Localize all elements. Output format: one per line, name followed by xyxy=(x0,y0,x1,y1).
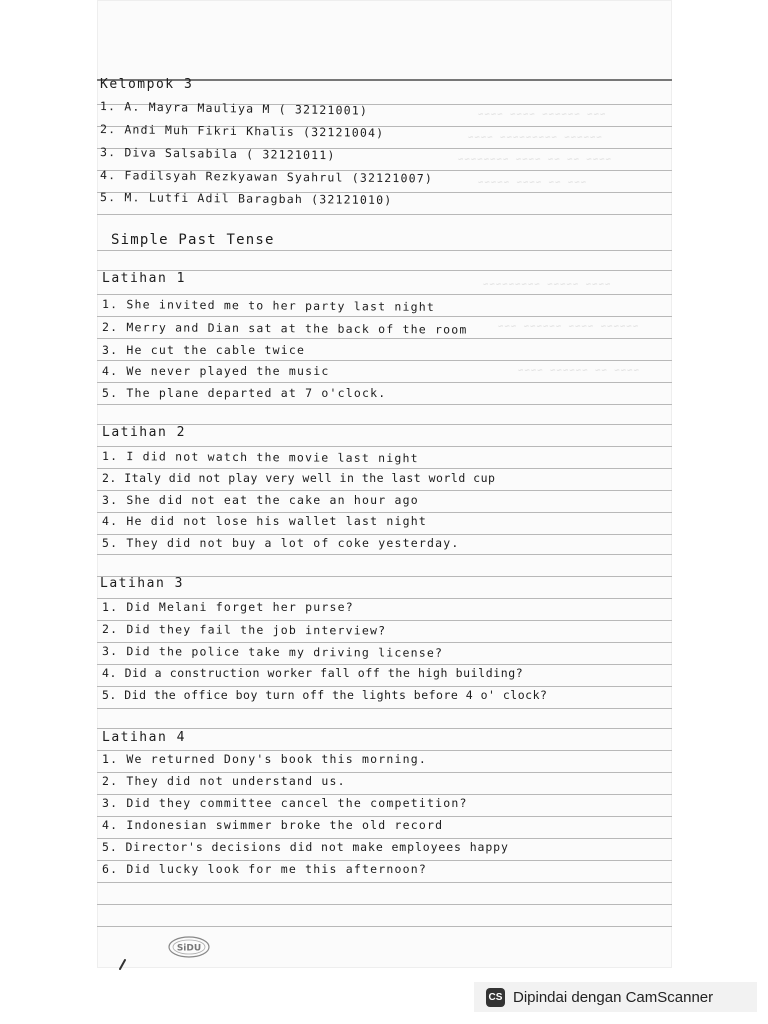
notebook-brand-stamp xyxy=(167,935,211,959)
group-title: Kelompok 3 xyxy=(100,77,194,92)
bleed-through-text: ~~~~ ~~ ~~~~~~ ~~~~ xyxy=(517,366,639,376)
exercise-line: 4. Did a construction worker fall off the high building? xyxy=(102,666,524,680)
ruled-line xyxy=(97,554,672,555)
exercise-line: 1. She invited me to her party last night xyxy=(101,297,436,314)
exercise-line: 6. Did lucky look for me this afternoon? xyxy=(102,862,427,876)
exercise-line: 2. Did they fail the job interview? xyxy=(101,622,387,638)
ruled-line xyxy=(97,926,672,927)
exercise-line: 3. She did not eat the cake an hour ago xyxy=(102,493,419,507)
pen-mark-icon xyxy=(119,958,127,970)
exercise-title: Latihan 4 xyxy=(102,730,186,745)
ruled-line xyxy=(97,294,672,295)
group-member: 4. Fadilsyah Rezkyawan Syahrul (32121007) xyxy=(99,168,434,186)
group-member: 5. M. Lutfi Adil Baragbah (32121010) xyxy=(99,190,393,208)
ruled-line xyxy=(97,708,672,709)
exercise-line: 4. Indonesian swimmer broke the old record xyxy=(102,818,444,832)
ruled-line xyxy=(97,664,672,665)
group-member: 3. Diva Salsabila ( 32121011) xyxy=(99,145,336,163)
exercise-line: 2. They did not understand us. xyxy=(102,774,346,788)
ruled-line xyxy=(97,512,672,513)
ruled-line xyxy=(97,860,672,861)
ruled-line xyxy=(97,882,672,883)
bleed-through-text: ~~~ ~~ ~~~~ ~~~~~ xyxy=(477,178,587,188)
stamp-oval-icon xyxy=(167,935,211,959)
camscanner-text: Dipindai dengan CamScanner xyxy=(513,988,714,1006)
ruled-line xyxy=(97,250,672,251)
ruled-line xyxy=(97,816,672,817)
exercise-line: 1. Did Melani forget her purse? xyxy=(102,600,354,614)
bleed-through-text: ~~~~~~ ~~~~ ~~~~~~ ~~~ xyxy=(497,322,639,332)
exercise-title: Latihan 1 xyxy=(102,271,186,286)
exercise-line: 4. He did not lose his wallet last night xyxy=(102,514,427,528)
exercise-line: 5. They did not buy a lot of coke yesterday. xyxy=(102,536,460,550)
ruled-line xyxy=(97,446,672,447)
bleed-through-text: ~~~~ ~~ ~~ ~~~~ ~~~~~~~~ xyxy=(457,155,612,165)
ruled-line xyxy=(97,214,672,215)
exercise-line: 3. He cut the cable twice xyxy=(102,343,306,357)
exercise-line: 2. Italy did not play very well in the last world cup xyxy=(102,471,496,485)
exercise-line: 5. Did the office boy turn off the lights before 4 o' clock? xyxy=(102,688,548,702)
exercise-line: 1. I did not watch the movie last night xyxy=(101,449,419,466)
camscanner-watermark xyxy=(474,982,757,1012)
notebook-page xyxy=(97,0,672,968)
ruled-line xyxy=(97,468,672,469)
ruled-line xyxy=(97,620,672,621)
exercise-line: 4. We never played the music xyxy=(102,364,330,378)
ruled-line xyxy=(97,904,672,905)
topic-title: Simple Past Tense xyxy=(111,232,275,248)
ruled-line xyxy=(97,642,672,643)
bleed-through-text: ~~~~~~ ~~~~~~~~~ ~~~~ xyxy=(467,133,602,143)
bleed-through-text: ~~~ ~~~~~~ ~~~~ ~~~~ xyxy=(477,110,606,120)
exercise-line: 3. Did the police take my driving license? xyxy=(101,644,444,660)
ruled-line xyxy=(97,598,672,599)
exercise-line: 5. The plane departed at 7 o'clock. xyxy=(102,386,387,400)
exercise-line: 5. Director's decisions did not make employees happy xyxy=(102,840,509,854)
ruled-line xyxy=(97,772,672,773)
group-member: 1. A. Mayra Mauliya M ( 32121001) xyxy=(99,99,369,118)
ruled-line xyxy=(97,338,672,339)
exercise-line: 1. We returned Dony's book this morning. xyxy=(102,752,427,766)
ruled-line xyxy=(97,686,672,687)
ruled-line xyxy=(97,490,672,491)
ruled-line xyxy=(97,534,672,535)
ruled-line xyxy=(97,316,672,317)
stamp-label: SiDU xyxy=(176,943,202,954)
ruled-line xyxy=(97,728,672,729)
bleed-through-text: ~~~~ ~~~~~ ~~~~~~~~~ xyxy=(482,280,611,290)
group-member: 2. Andi Muh Fikri Khalis (32121004) xyxy=(99,122,385,140)
ruled-line xyxy=(97,360,672,361)
exercise-line: 2. Merry and Dian sat at the back of the room xyxy=(101,320,468,337)
ruled-line xyxy=(97,838,672,839)
exercise-line: 3. Did they committee cancel the competition? xyxy=(102,796,468,810)
ruled-line xyxy=(97,382,672,383)
ruled-line xyxy=(97,794,672,795)
exercise-title: Latihan 2 xyxy=(102,425,186,440)
ruled-line xyxy=(97,750,672,751)
ruled-line xyxy=(97,404,672,405)
exercise-title: Latihan 3 xyxy=(100,576,184,591)
camscanner-logo-icon: CS xyxy=(486,988,505,1007)
